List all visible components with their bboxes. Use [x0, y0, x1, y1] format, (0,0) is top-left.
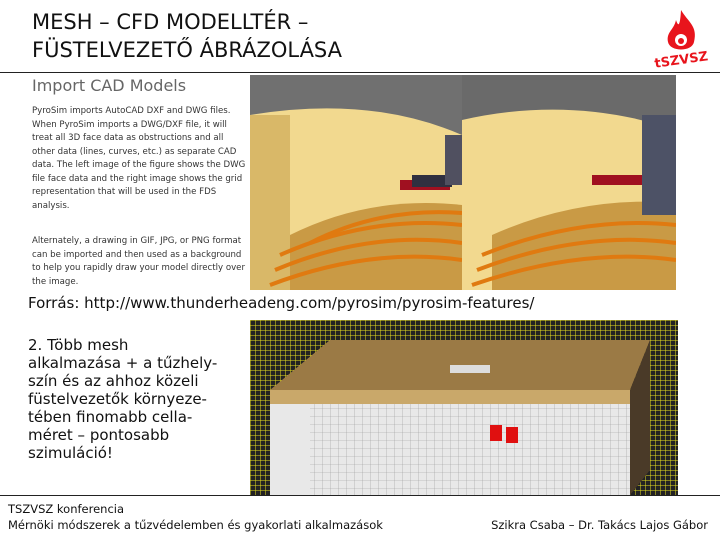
- slide-title: [32, 8, 342, 64]
- svg-text:tSZVSZ: tSZVSZ: [653, 49, 710, 68]
- import-cad-panel: [28, 75, 250, 290]
- point-line: tében finomabb cella-: [28, 408, 193, 426]
- point-line: füstelvezetők környeze-: [28, 390, 207, 408]
- point-line: alkalmazása + a tűzhely-: [28, 354, 218, 372]
- divider: [0, 495, 720, 496]
- auditorium-face-data-image: [250, 75, 462, 290]
- source-citation: Forrás: http://www.thunderheadeng.com/pyrosim/pyrosim-features/: [28, 294, 535, 312]
- divider: [0, 72, 720, 73]
- auditorium-grid-image: [462, 75, 676, 290]
- point-line: szimuláció!: [28, 444, 113, 462]
- cad-heading: Import CAD Models: [32, 76, 187, 95]
- footer-subtitle: Mérnöki módszerek a tűzvédelemben és gyakorlati alkalmazások: [8, 518, 383, 532]
- point-line: 2. Több mesh: [28, 336, 129, 354]
- tszvsz-logo: [648, 6, 714, 68]
- multi-mesh-model-image: [250, 320, 678, 495]
- footer-conference: TSZVSZ konferencia: [8, 502, 125, 516]
- cad-paragraph: Alternately, a drawing in GIF, JPG, or PNG format can be imported and then used as a background to help you rapidly draw your model directly over the image.: [32, 236, 245, 287]
- cad-paragraph: PyroSim imports AutoCAD DXF and DWG files. When PyroSim imports a DWG/DXF file, it will treat all 3D face data as obstructions and all other data (lines, curves, etc.) as separate CAD data. The left image of the figure shows the DWG file face data and the right image shows the grid representation that will be used in the FDS analysis.: [32, 106, 246, 211]
- bullet-point: [28, 336, 248, 462]
- point-line: szín és az ahhoz közeli: [28, 372, 199, 390]
- point-line: méret – pontosabb: [28, 426, 170, 444]
- title-line: FÜSTELVEZETŐ ÁBRÁZOLÁSA: [32, 38, 343, 62]
- title-line: MESH – CFD MODELLTÉR –: [32, 10, 309, 34]
- footer-authors: Szikra Csaba – Dr. Takács Lajos Gábor: [491, 518, 708, 532]
